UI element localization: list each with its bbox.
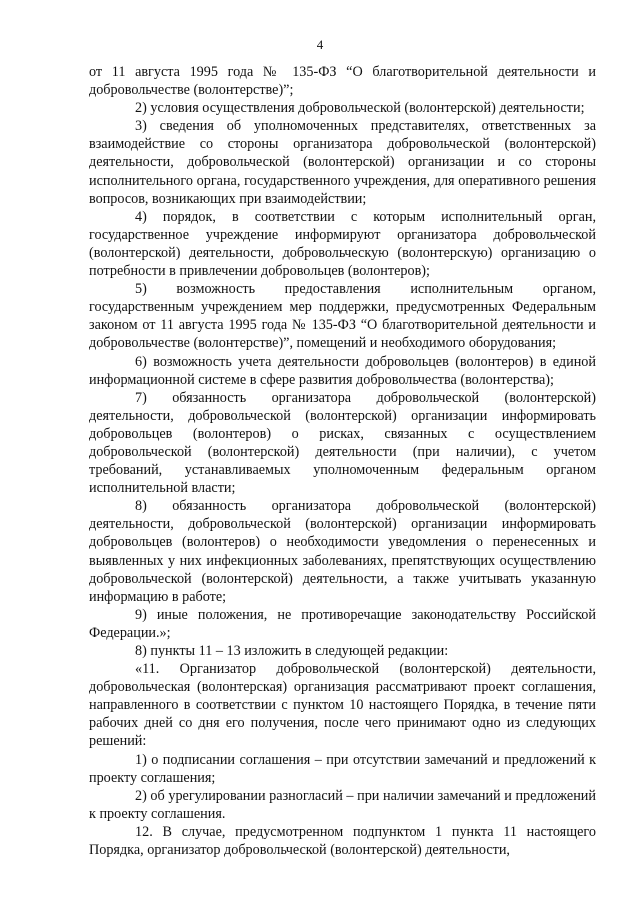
paragraph-item-7: 7) обязанность организатора добровольческой (волонтерской) деятельности, добровольческой (волонтерской) организации информировать добровольцев (волонтеров) о рисках, связанных с осуществлением добровольческой (волонтерской) деятельности (при наличии), с учетом требований, устанавливаемых уполномоченным федеральным органом исполнительной власти; xyxy=(89,389,596,497)
paragraph-clause-11-item-2: 2) об урегулировании разногласий – при наличии замечаний и предложений к проекту соглашения. xyxy=(89,787,596,822)
paragraph-item-3: 3) сведения об уполномоченных представителях, ответственных за взаимодействие со стороны организатора добровольческой (волонтерской) деятельности, добровольческой (волонтерской) организации и со стороны исполнительного органа, государственного учреждения, для оперативного решения вопросов, возникающих при взаимодействии; xyxy=(89,118,596,207)
paragraph-item-8: 8) обязанность организатора добровольческой (волонтерской) деятельности, добровольческой (волонтерской) организации информировать добровольцев (волонтеров) о необходимости уведомления о перенесенных и выявленных у них инфекционных заболеваниях, препятствующих осуществлению добровольческой (волонтерской) деятельности, а также учитывать указанную информацию в работе; xyxy=(89,498,596,605)
paragraph-clause-11: «11. Организатор добровольческой (волонтерской) деятельности, добровольческая (волонтерская) организация рассматривают проект соглашения, направленного в соответствии с пунктом 10 настоящего Порядка, в течение пяти рабочих дней со дня его получения, после чего принимают одно из следующих решений: xyxy=(89,661,596,750)
paragraph-item-2: 2) условия осуществления добровольческой (волонтерской) деятельности; xyxy=(135,100,585,117)
page-number: 4 xyxy=(316,37,324,52)
paragraph-item-5: 5) возможность предоставления исполнительным органом, государственным учреждением мер поддержки, предусмотренных Федеральным законом от 11 августа 1995 года № 135-ФЗ “О благотворительной деятельности и добровольчестве (волонтерстве)”, помещений и необходимого оборудования; xyxy=(89,281,596,352)
paragraph-item-9: 9) иные положения, не противоречащие законодательству Российской Федерации.»; xyxy=(89,606,596,641)
document-body xyxy=(89,63,596,859)
paragraph-amendment-8: 8) пункты 11 – 13 изложить в следующей редакции: xyxy=(135,643,449,659)
paragraph-item-4: 4) порядок, в соответствии с которым исполнительный орган, государственное учреждение информируют организатора добровольческой (волонтерской) деятельности, добровольческую (волонтерскую) организацию о потребности в привлечении добровольцев (волонтеров); xyxy=(89,208,596,280)
paragraph-continuation: от 11 августа 1995 года № 135-ФЗ “О благотворительной деятельности и добровольчестве (волонтерстве)”; xyxy=(89,64,596,99)
paragraph-item-6: 6) возможность учета деятельности добровольцев (волонтеров) в единой информационной системе в сфере развития добровольчества (волонтерства); xyxy=(89,353,596,388)
paragraph-clause-11-item-1: 1) о подписании соглашения – при отсутствии замечаний и предложений к проекту соглашения; xyxy=(89,751,596,786)
paragraph-clause-12: 12. В случае, предусмотренном подпунктом 1 пункта 11 настоящего Порядка, организатор добровольческой (волонтерской) деятельности, xyxy=(89,823,596,859)
